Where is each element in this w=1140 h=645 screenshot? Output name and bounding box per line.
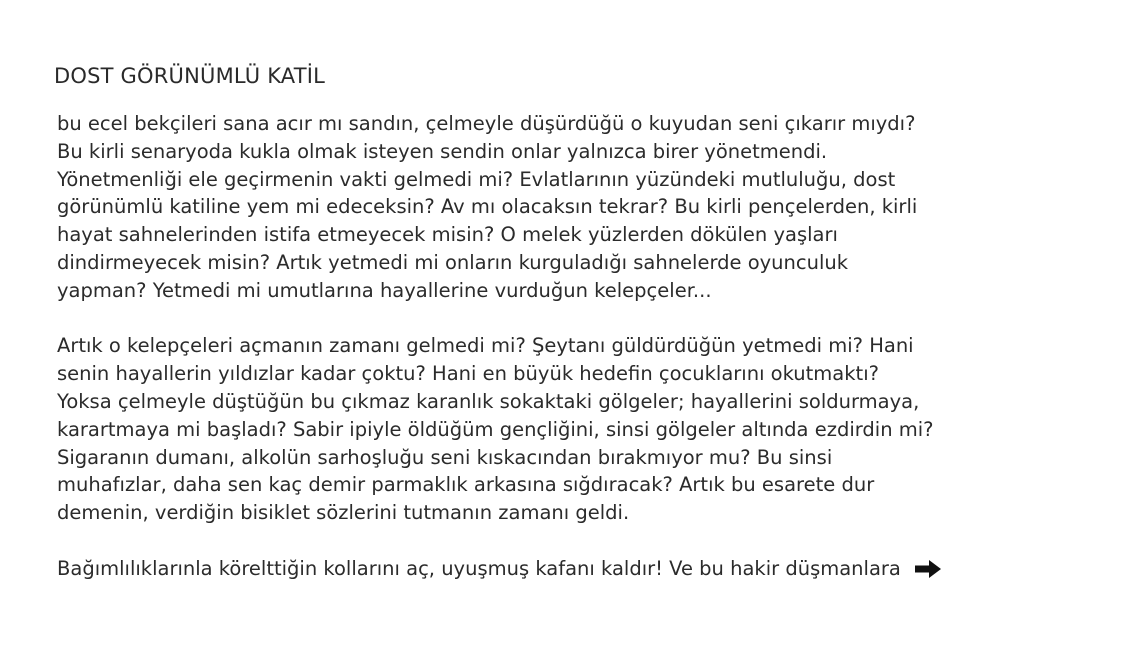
paragraph-1 xyxy=(57,110,1097,305)
text-line: karartmaya mi başladı? Sabir ipiyle öldüğüm gençliğini, sinsi gölgeler altında ezdirdin mi? xyxy=(57,417,934,441)
arrow-right-glyph xyxy=(914,559,942,579)
text-line: Artık o kelepçeleri açmanın zamanı gelmedi mi? Şeytanı güldürdüğün yetmedi mi? Hani xyxy=(57,334,914,358)
text-body xyxy=(57,110,1097,583)
paragraph-spacer xyxy=(57,527,1097,555)
text-line: bu ecel bekçileri sana acır mı sandın, çelmeyle düşürdüğü o kuyudan seni çıkarır mıydı? xyxy=(57,112,916,135)
arrow-right-icon[interactable] xyxy=(913,558,943,580)
paragraph-spacer xyxy=(57,305,1097,333)
text-line: Bu kirli senaryoda kukla olmak isteyen sendin onlar yalnızca birer yönetmendi. xyxy=(57,139,828,163)
text-line: dindirmeyecek misin? Artık yetmedi mi onların kurguladığı sahnelerde oyunculuk xyxy=(57,250,849,274)
last-line-row xyxy=(57,555,1097,583)
text-line: Bağımlılıklarınla körelttiğin kollarını aç, uyuşmuş kafanı kaldır! Ve bu hakir düşmanlara xyxy=(57,556,901,580)
page-title: DOST GÖRÜNÜMLÜ KATİL xyxy=(54,64,326,88)
text-line: muhafızlar, daha sen kaç demir parmaklık arkasına sığdıracak? Artık bu esarete dur xyxy=(57,473,875,497)
text-line: görünümlü katiline yem mi edeceksin? Av mı olacaksın tekrar? Bu kirli pençelerden, kirli xyxy=(57,195,918,219)
text-line: demenin, verdiğin bisiklet sözlerini tutmanın zamanı geldi. xyxy=(57,501,630,525)
text-line: Yönetmenliği ele geçirmenin vakti gelmedi mi? Evlatlarının yüzündeki mutluluğu, dost xyxy=(57,167,896,191)
text-line: yapman? Yetmedi mi umutlarına hayallerine vurduğun kelepçeler... xyxy=(57,278,712,302)
paragraph-2 xyxy=(57,332,1097,527)
text-line: Yoksa çelmeyle düştüğün bu çıkmaz karanlık sokaktaki gölgeler; hayallerini soldurmaya, xyxy=(57,389,920,413)
text-line: Sigaranın dumanı, alkolün sarhoşluğu seni kıskacından bırakmıyor mu? Bu sinsi xyxy=(57,445,833,469)
text-line: senin hayallerin yıldızlar kadar çoktu? Hani en büyük hedefin çocuklarını okutmaktı? xyxy=(57,362,879,386)
text-line: hayat sahnelerinden istifa etmeyecek misin? O melek yüzlerden dökülen yaşları xyxy=(57,223,838,247)
paragraph-3 xyxy=(57,555,1097,583)
